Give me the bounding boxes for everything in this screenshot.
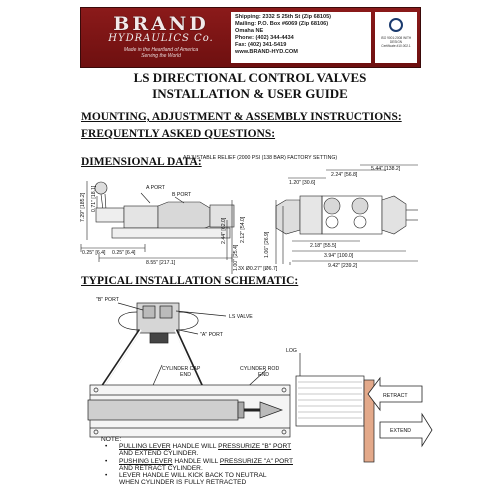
note-item-3-line2: WHEN CYLINDER IS FULLY RETRACTED (119, 479, 247, 487)
dim-0-71: 0.71" [18.1] (91, 185, 97, 212)
dim-9-42: 9.42" [239.2] (328, 263, 358, 269)
shipping-address: Shipping: 2332 S 25th St (Zip 68105) (235, 14, 332, 20)
dim-0-25-left: 0.25" [6.4] (82, 250, 106, 256)
dim-1-20: 1.20" [30.6] (289, 180, 316, 186)
brand-subtitle: HYDRAULICS Co. (108, 33, 214, 44)
section-faq[interactable]: FREQUENTLY ASKED QUESTIONS: (81, 128, 276, 140)
brand-name: BRAND (113, 13, 209, 35)
cylinder-rod-label-2: END (258, 372, 269, 378)
cylinder-rod-label-1: CYLINDER ROD (240, 366, 280, 372)
city: Omaha NE (235, 27, 264, 34)
notes-block (101, 436, 293, 486)
dim-8-55: 8.55" [217.1] (146, 260, 176, 266)
note-item-1-line2: AND EXTEND CYLINDER. (119, 450, 199, 458)
retract-label: RETRACT (383, 393, 408, 399)
cylinder-cap-label-2: END (180, 372, 191, 378)
section-mounting[interactable]: MOUNTING, ADJUSTMENT & ASSEMBLY INSTRUCTIONS: (81, 111, 402, 123)
extend-label: EXTEND (390, 428, 412, 434)
dim-2-24: 2.24" [56.8] (331, 172, 358, 178)
b-port-callout: "B" PORT (96, 297, 119, 303)
cert-text: ISO 9001:2008 WITH DESIGN Certificate #10.002.1 (380, 36, 412, 48)
dim-1-00: 1.00" [25.4] (233, 244, 239, 271)
note-item-2-post: PRESSURIZE "A" PORT (219, 457, 293, 465)
note-item-3-pre: LEVER HANDLE WILL KICK BACK TO NEUTRAL (119, 472, 267, 480)
doc-title-line1: LS DIRECTIONAL CONTROL VALVES (133, 70, 367, 85)
doc-title-line2: INSTALLATION & USER GUIDE (152, 86, 348, 101)
note-item-1-post: PRESSURIZE "B" PORT (218, 443, 292, 451)
note-item-1-mid: HANDLE WILL (170, 443, 219, 451)
note-item-2: • PUSHING LEVER HANDLE WILL PRESSURIZE "A" PORT AND RETRACT CYLINDER. (105, 457, 293, 472)
holes-note: 3X Ø0.27" [Ø6.7] (238, 266, 278, 272)
ls-valve-callout: LS VALVE (229, 314, 253, 320)
dim-2-44: 2.44" [62.0] (221, 217, 227, 244)
dim-0-25-right: 0.25" [6.4] (112, 250, 136, 256)
brand-tagline: Made in the Heartland of America Serving the World (123, 47, 199, 59)
fax: Fax: (402) 341-5419 (235, 41, 287, 48)
log-label: LOG (286, 348, 297, 354)
note-item-2-pre: PUSHING LEVER (119, 457, 173, 465)
dim-3-94: 3.94" [100.0] (324, 253, 354, 259)
dim-7-29: 7.29" [185.2] (80, 192, 86, 222)
cylinder-cap-label-1: CYLINDER CAP (162, 366, 201, 372)
note-item-2-mid: HANDLE WILL (172, 457, 220, 465)
b-port-label: B PORT (172, 192, 192, 198)
note-heading: NOTE: (101, 436, 122, 443)
phone: Phone: (402) 344-4434 (235, 34, 294, 41)
a-port-label: A PORT (146, 185, 165, 191)
dim-1-06: 1.06" [26.9] (264, 231, 270, 258)
a-port-callout: "A" PORT (200, 332, 223, 338)
mailing-address: Mailing: P.O. Box #6069 (Zip 68106) (235, 20, 329, 27)
dim-2-18: 2.18" [55.5] (310, 243, 337, 249)
note-item-1-pre: PULLING LEVER (119, 443, 171, 451)
relief-note: ADJUSTABLE RELIEF (2000 PSI (138 BAR) FACTORY SETTING) (183, 155, 338, 161)
note-item-1: • PULLING LEVER HANDLE WILL PRESSURIZE "B" PORT AND EXTEND CYLINDER. (105, 443, 292, 458)
website-link[interactable]: www.BRAND-HYD.COM (235, 48, 298, 55)
section-dimensional: DIMENSIONAL DATA: (81, 156, 202, 168)
section-schematic: TYPICAL INSTALLATION SCHEMATIC: (81, 275, 299, 287)
dim-5-44: 5.44" [138.2] (371, 166, 401, 172)
note-item-3: • LEVER HANDLE WILL KICK BACK TO NEUTRAL WHEN CYLINDER IS FULLY RETRACTED (105, 472, 267, 487)
dim-2-12: 2.12" [54.0] (240, 216, 246, 243)
note-item-2-line2: AND RETRACT CYLINDER. (119, 464, 203, 472)
